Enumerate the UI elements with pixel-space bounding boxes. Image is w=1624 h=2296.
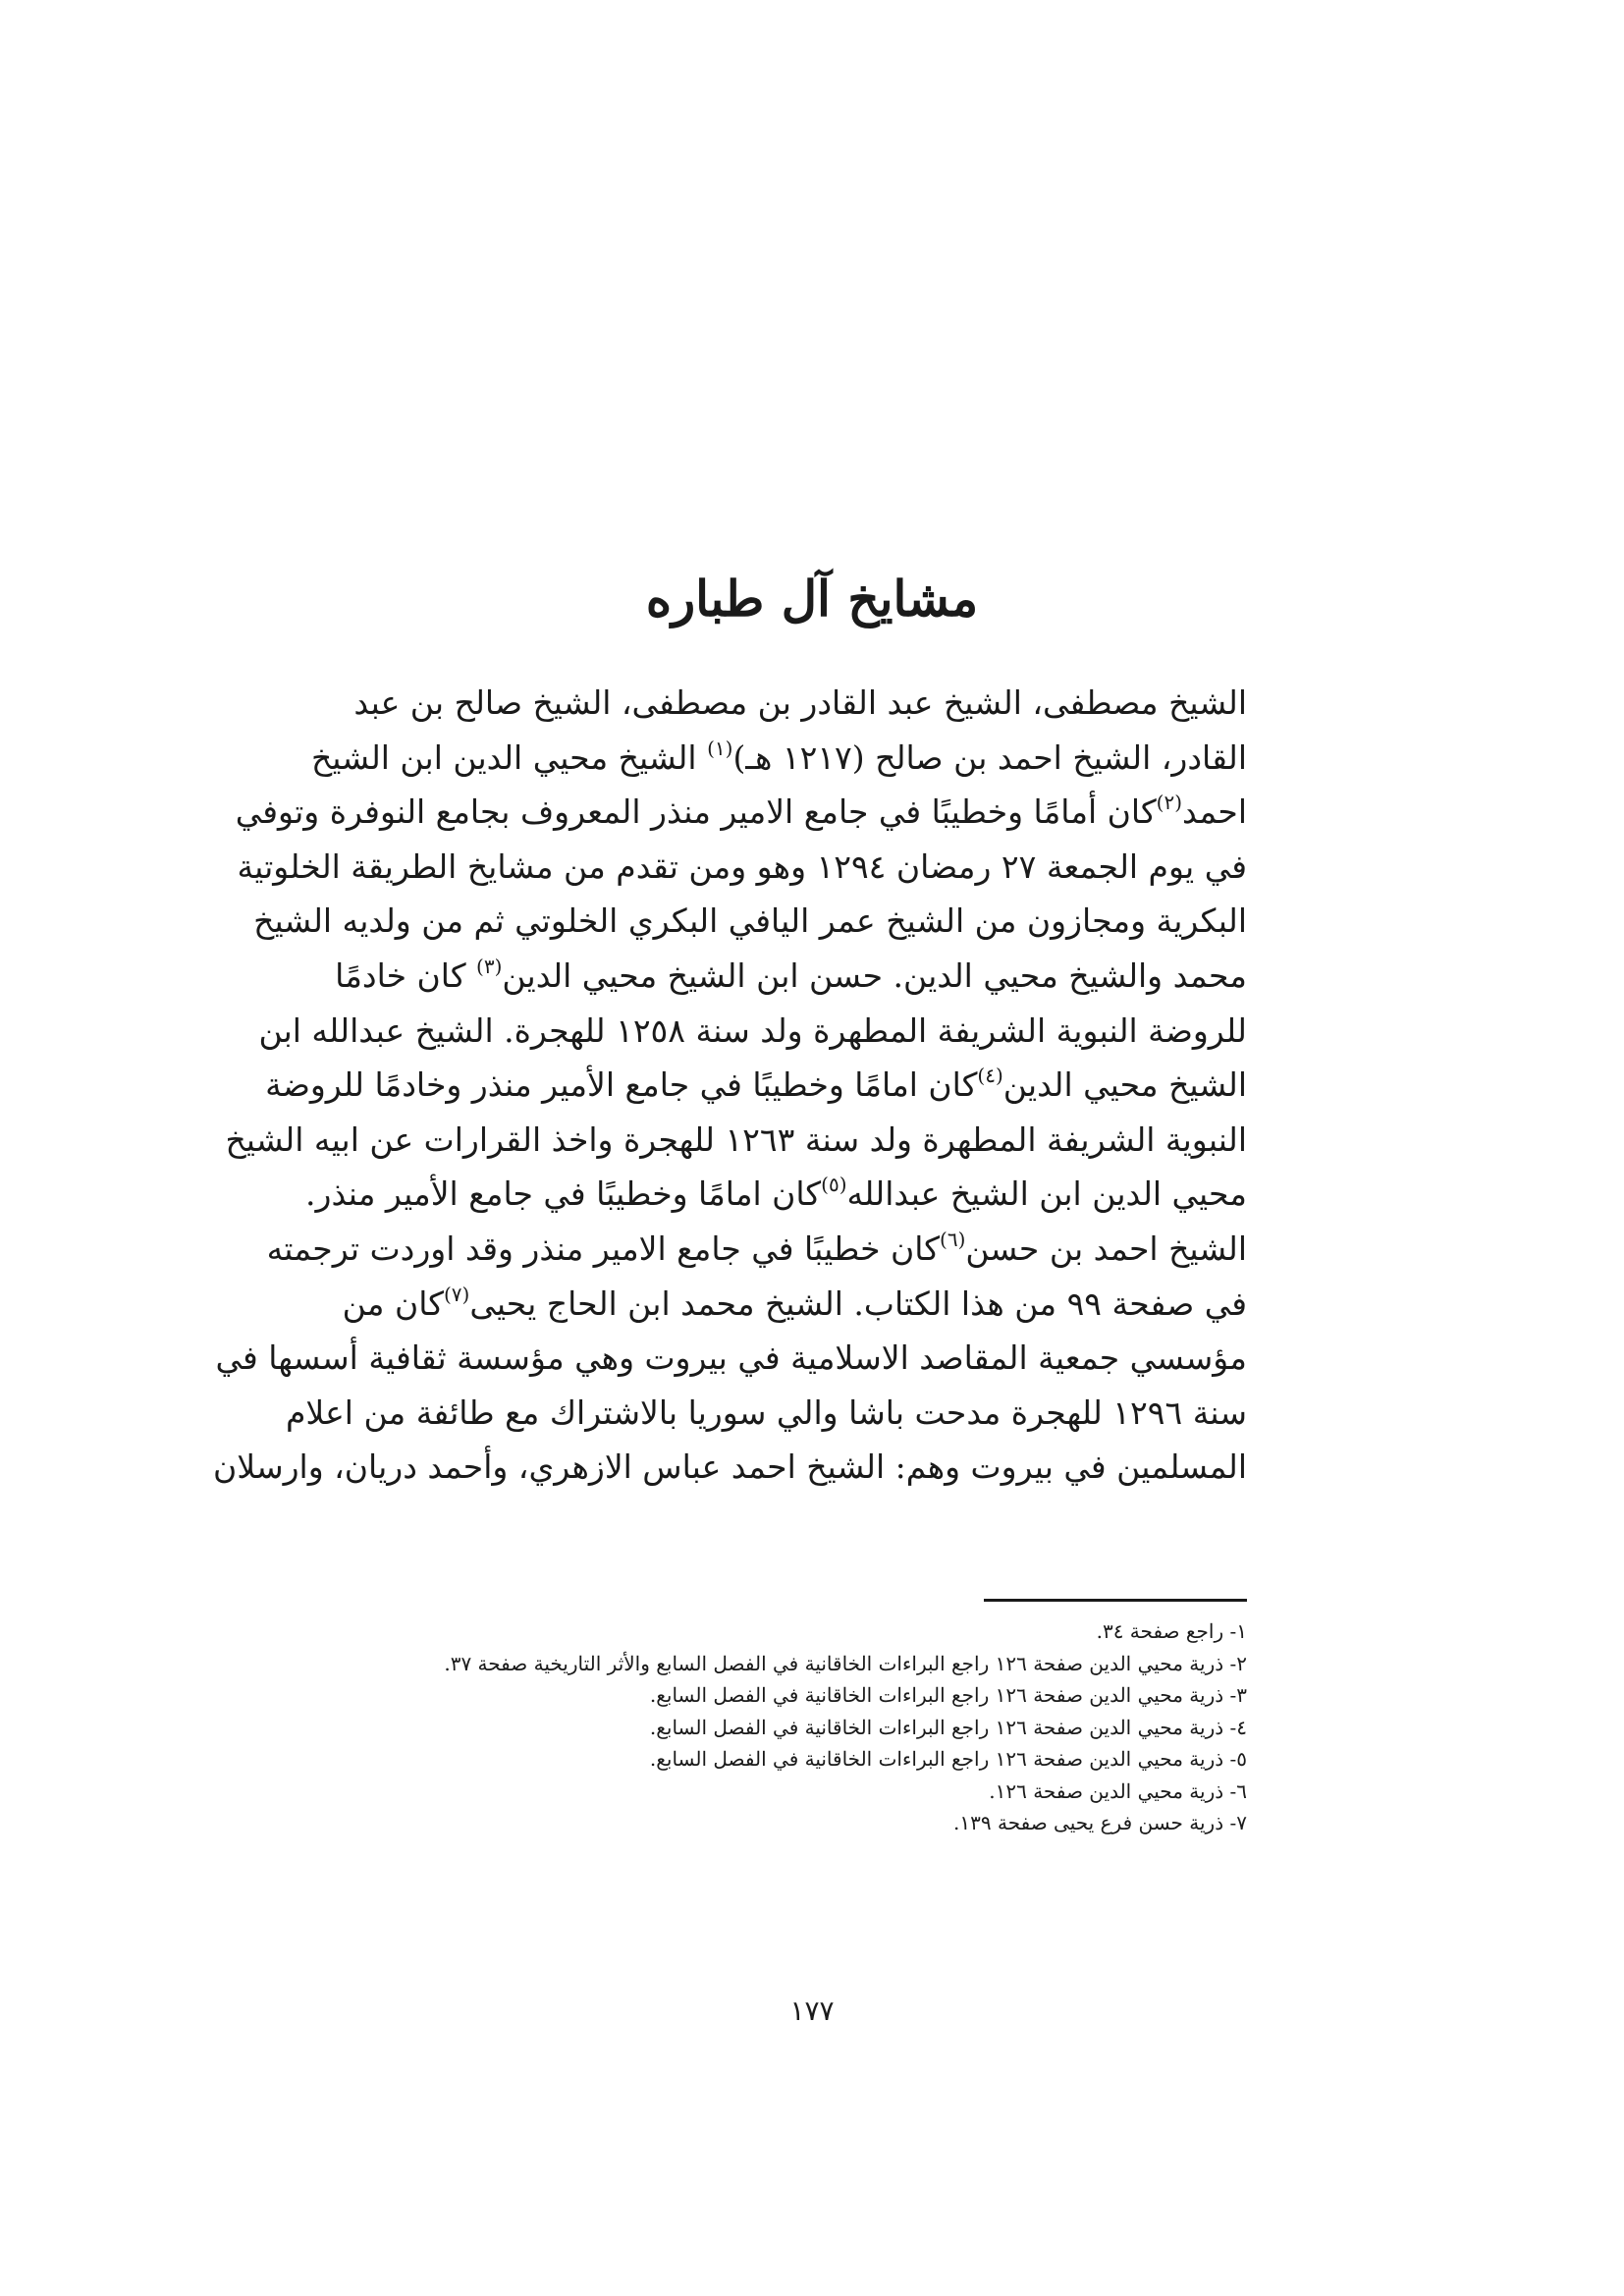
body-line [305, 1167, 1247, 1222]
body-text-segment: البكرية ومجازون من الشيخ عمر اليافي البكري الخلوتي ثم من ولديه الشيخ [253, 902, 1247, 941]
footnote-marker[interactable]: (٢) [1156, 791, 1183, 815]
body-line [353, 676, 1247, 731]
body-text-segment: الشيخ محيي الدين ابن الشيخ [311, 738, 708, 777]
body-text-segment: سنة ١٢٩٦ للهجرة مدحت باشا والي سوريا بالاشتراك مع طائفة من اعلام [285, 1393, 1247, 1432]
footnote-item: ٦- ذرية محيي الدين صفحة ١٢٦. [989, 1778, 1247, 1803]
footnote-marker[interactable]: (٧) [443, 1282, 470, 1306]
body-text-segment: النبوية الشريفة المطهرة ولد سنة ١٢٦٣ للهجرة واخذ القرارات عن ابيه الشيخ [225, 1120, 1247, 1159]
footnote-item: ٣- ذرية محيي الدين صفحة ١٢٦ راجع البراءات الخاقانية في الفصل السابع. [649, 1683, 1247, 1707]
footnote-item: ٥- ذرية محيي الدين صفحة ١٢٦ راجع البراءات الخاقانية في الفصل السابع. [649, 1747, 1247, 1771]
footnote-marker[interactable]: (٣) [476, 954, 503, 978]
body-line [266, 1222, 1247, 1277]
footnote-marker[interactable]: (١) [707, 736, 733, 760]
footnote-item: ١- راجع صفحة ٣٤. [1096, 1619, 1247, 1643]
body-text-segment: الشيخ احمد بن حسن [965, 1229, 1247, 1268]
body-text-segment: في صفحة ٩٩ من هذا الكتاب. الشيخ محمد ابن الحاج يحيى [469, 1284, 1247, 1323]
body-text-segment: مؤسسي جمعية المقاصد الاسلامية في بيروت وهي مؤسسة ثقافية أسسها في [215, 1339, 1247, 1378]
footnote-item: ٤- ذرية محيي الدين صفحة ١٢٦ راجع البراءات الخاقانية في الفصل السابع. [649, 1715, 1247, 1739]
body-text-segment: في يوم الجمعة ٢٧ رمضان ١٢٩٤ وهو ومن تقدم من مشايخ الطريقة الخلوتية [237, 847, 1247, 886]
footnote-marker[interactable]: (٥) [821, 1173, 847, 1197]
body-text-segment: كان من [342, 1284, 444, 1323]
body-line [311, 731, 1247, 786]
body-line [253, 894, 1247, 949]
footnote-item: ٢- ذرية محيي الدين صفحة ١٢٦ راجع البراءات الخاقانية في الفصل السابع والأثر التاريخية صفحة ٣٧. [444, 1651, 1247, 1675]
body-line [265, 1058, 1247, 1113]
body-text-segment: الشيخ محيي الدين [1002, 1066, 1247, 1105]
body-text-segment: كان خادمًا [335, 956, 477, 995]
body-text-segment: للروضة النبوية الشريفة المطهرة ولد سنة ١٢٥٨ للهجرة. الشيخ عبدالله ابن [258, 1011, 1247, 1050]
body-text-segment: كان أمامًا وخطيبًا في جامع الامير منذر المعروف بجامع النوفرة وتوفي [235, 793, 1157, 832]
body-line [237, 840, 1247, 895]
body-line [215, 1331, 1247, 1386]
body-text-segment: الشيخ مصطفى، الشيخ عبد القادر بن مصطفى، الشيخ صالح بن عبد [353, 683, 1247, 722]
footnote-separator [984, 1599, 1247, 1602]
body-paragraph [213, 676, 1247, 1495]
body-text-segment: كان خطيبًا في جامع الامير منذر وقد اوردت ترجمته [266, 1229, 940, 1268]
body-text-segment: كان امامًا وخطيبًا في جامع الأمير منذر. [305, 1175, 822, 1214]
body-text-segment: المسلمين في بيروت وهم: الشيخ احمد عباس الازهري، وأحمد دريان، وارسلان [213, 1448, 1247, 1487]
body-text-segment: كان امامًا وخطيبًا في جامع الأمير منذر وخادمًا للروضة [265, 1066, 978, 1105]
body-text-segment: احمد [1182, 793, 1247, 832]
page-title: مشايخ آل طباره [645, 570, 979, 628]
body-text-segment: القادر، الشيخ احمد بن صالح (١٢١٧ هـ) [732, 738, 1247, 777]
body-text-segment: محيي الدين ابن الشيخ عبدالله [846, 1175, 1247, 1214]
footnote-marker[interactable]: (٦) [940, 1227, 966, 1251]
body-line [258, 1004, 1247, 1059]
page-number: ١٧٧ [789, 1995, 835, 2027]
body-line [335, 949, 1247, 1004]
footnote-marker[interactable]: (٤) [977, 1064, 1003, 1088]
body-line [225, 1113, 1247, 1168]
body-line [285, 1386, 1247, 1441]
body-line [342, 1277, 1247, 1332]
body-line [235, 785, 1247, 840]
body-text-segment: محمد والشيخ محيي الدين. حسن ابن الشيخ محيي الدين [502, 956, 1247, 995]
body-line [213, 1440, 1247, 1495]
footnotes-list [377, 1615, 1247, 1839]
footnote-item: ٧- ذرية حسن فرع يحيى صفحة ١٣٩. [953, 1811, 1247, 1834]
